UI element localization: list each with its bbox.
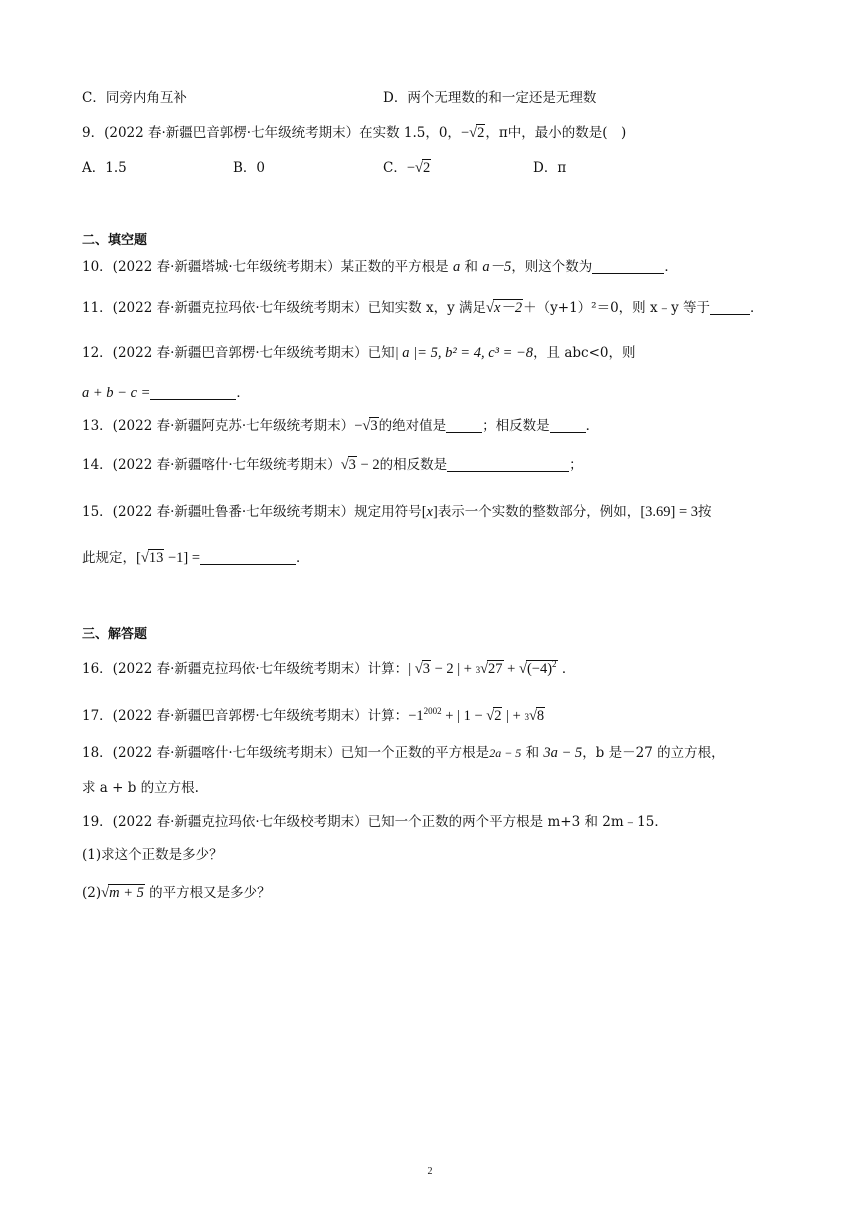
q18: 18．(2022 春·新疆喀什·七年级统考期末）已知一个正数的平方根是2a − 5 和 3a − 5，b 是－27 的立方根， — [82, 745, 725, 761]
section-title-solve: 三、解答题 — [82, 627, 148, 642]
q16: 16．(2022 春·新疆克拉玛依·七年级统考期末）计算：| √3 − 2 | + $3√27 + √(-4)^2$ ． — [82, 659, 576, 677]
q10: 10．(2022 春·新疆塔城·七年级统考期末）某正数的平方根是 a 和 a－5，则这个数为 ． — [82, 259, 678, 275]
q15: 15．(2022 春·新疆吐鲁番·七年级统考期末）规定用符号[x]表示一个实数的整数部分，例如，[3.69] = 3按 — [82, 504, 712, 520]
q9-option-c: C．−√2 — [383, 160, 431, 176]
q15-line2: 此规定，[√13 −1] = ． — [82, 550, 310, 566]
q9-option-a: A．1.5 — [82, 160, 127, 176]
q11: 11．(2022 春·新疆克拉玛依·七年级统考期末）已知实数 x，y 满足√x－2＋（y+1）²＝0，则 x﹣y 等于 ． — [82, 300, 764, 316]
q8-option-d: D．两个无理数的和一定还是无理数 — [383, 90, 597, 106]
q12: 12．(2022 春·新疆巴音郭楞·七年级统考期末）已知| a |= 5, b² = 4, c³ = −8，且 abc<0，则 — [82, 345, 636, 361]
q9-stem: 9．(2022 春·新疆巴音郭楞·七年级统考期末）在实数 1.5，0，−√2，π中，最小的数是( ) — [82, 125, 627, 141]
q12-line2: a + b − c = ． — [82, 385, 250, 401]
q8-option-c: C．同旁内角互补 — [82, 90, 187, 106]
q9-option-b: B．0 — [233, 160, 266, 176]
q19-part2: (2)√m + 5 的平方根又是多少？ — [82, 885, 271, 901]
q17: 17．(2022 春·新疆巴音郭楞·七年级统考期末）计算：$-1^{2002}$ + | 1 − √2 | + 3√8 — [82, 706, 545, 724]
q18-line2: 求 a + b 的立方根. — [82, 780, 199, 796]
q19-part1: (1)求这个正数是多少？ — [82, 847, 223, 863]
section-title-fill-in: 二、填空题 — [82, 233, 148, 248]
q14: 14．(2022 春·新疆喀什·七年级统考期末）√3 − 2的相反数是 ； — [82, 457, 583, 473]
page-number: 2 — [427, 1166, 433, 1177]
q19: 19．(2022 春·新疆克拉玛依·七年级校考期末）已知一个正数的两个平方根是 m+3 和 2m﹣15． — [82, 814, 668, 830]
q13: 13．(2022 春·新疆阿克苏·七年级统考期末）−√3的绝对值是 ；相反数是 ． — [82, 418, 600, 434]
q9-option-d: D．π — [533, 160, 567, 176]
